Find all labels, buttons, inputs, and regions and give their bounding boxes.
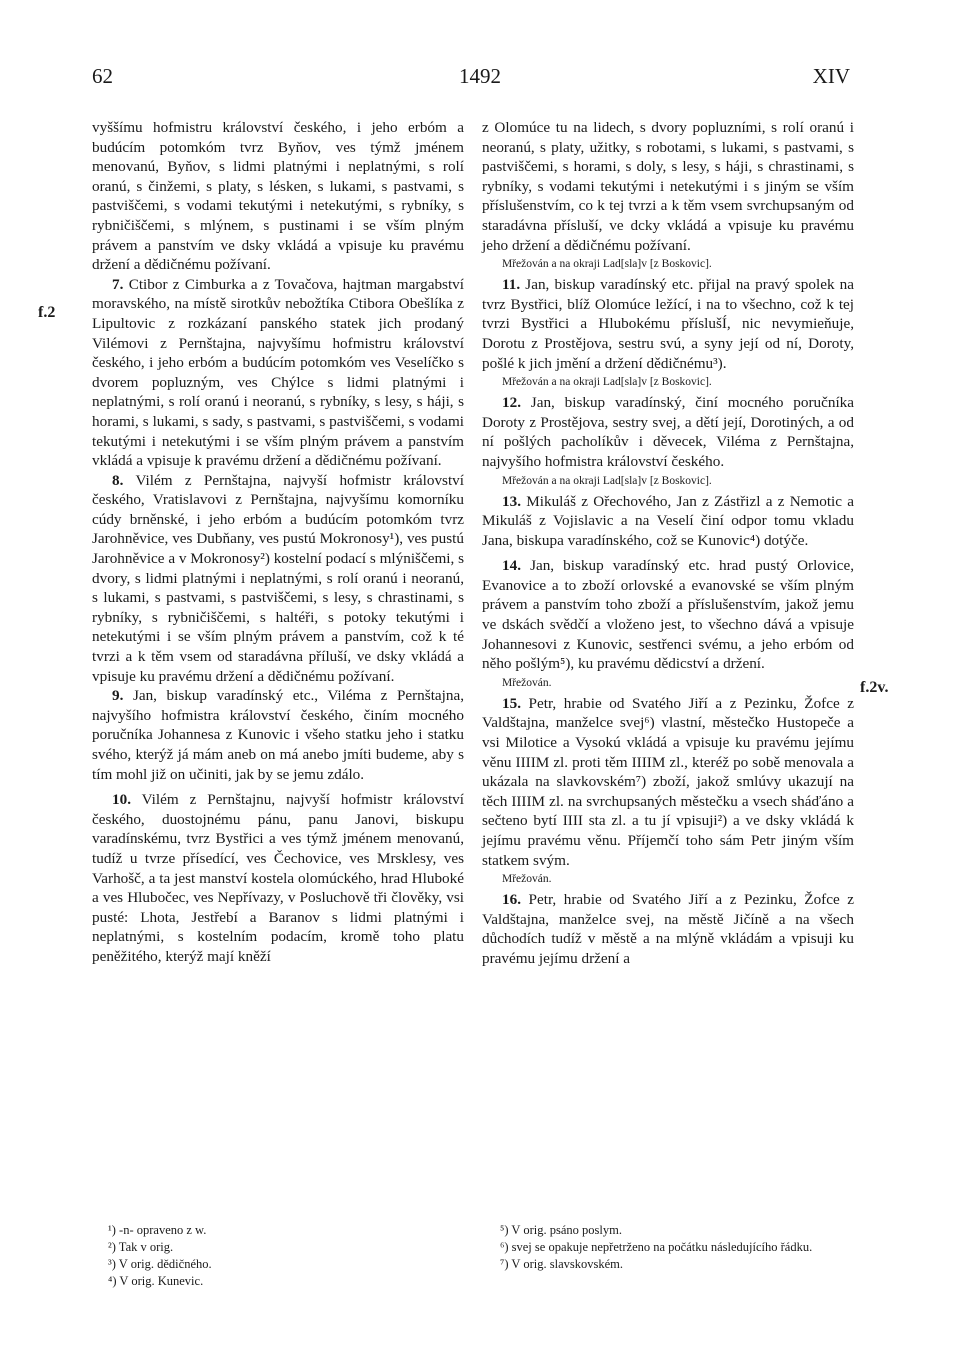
entry-number: 12. [502,394,521,412]
right-column [482,118,854,969]
entry-number: 15. [502,694,521,712]
entry-note [482,374,854,391]
entry-number: 10. [112,791,131,809]
entry-text: Ctibor z Cimburka a z Tovačova, hajtman margabství moravského, na místě sirotkův nebožtíka Ctibora Obešlíka z Lipultovic z rozkázaní panského statek jich prodaný Vilémovi z Pernštajna, najvyšímu hofmistru království českého, i jeho erbóm a budúcím potomkóm ves Veselíčko s dvorem popluzným, ves Chýlce s lidmi platnými i neplatnými, s rolí oranú i neoranú, s rybníky, s lesy, s háji, s horami, s lukami, s sady, s pastvami, s pastviščemi, s vodami tekutými i netekutými i se vším plným právem a panstvím vkládá a vpisuje k pravému držení a dědičnému požívaní. [92,275,464,470]
folio-mark-left: f.2 [38,304,56,321]
entry-text: Petr, hrabie od Svatého Jiří a z Pezinku, Žofce z Valdštajna, manželce svej⁶) vlastní, městečko Hustopeče a vsi Milotice a Vysokú vkládá a vpisuje ku pravému jejímu věnu IIIIM zl. proti těm IIIIM zl., kteréž po sobě menovala a ukázala na slavkovském⁷) zboží, jakož smlúvy ukazují na těch IIIIM zl. na svrchupsaných městečku a vsech sháďáno a sečteno bytí IIII sta zl. a tu jí vpisuji²) a ve dsky vkládá k jejímu pravému věnu. Příjemčí toho sám Petr jiným vším statkem svým. [482,694,855,869]
note-text: Mřežován. [502,676,552,689]
footnote: ⁵) V orig. psáno poslym. [500,1223,622,1237]
entry-text: Vilém z Pernštajna, najvyší hofmistr království českého, Vratislavovi z Pernštajna, najvyšímu komorníku cúdy brněnské, i jeho erbóm a budúcím potomkóm tvrz Jarohněvice, ves Dubňany, ves pustú Mokronosy¹), ves pustú Jarohněvice a v Mokronosy²) kostelní podací s mlýniščemi, s dvory, s lidmi platnými i neplatnými, s rolí oranú i neoranú, s lukami, s pastvami, s pastviščemi, s lesy, s chrastinami, s rybníky, s rybničiščemi, s haltéři, s potoky tekutými i netekutými i se vším plným právem a panstvím, což k té tvrzi a k těm vsem od staradávna příluší, ve dsky vkládá a vpisuje ku pravému držení a dědičnému požívaní. [92,471,464,685]
entry-number: 14. [502,557,521,575]
page-number: 62 [92,64,113,88]
entry-note [482,473,854,490]
entry-number: 7. [112,275,124,293]
footnote: ¹) -n- opraveno z w. [108,1223,207,1237]
entry-note [482,256,854,273]
entry-paragraph [482,492,854,551]
note-text: Mřežován a na okraji Lad[sla]v [z Boskovic]. [502,376,712,389]
footnote: ⁴) V orig. Kunevic. [108,1274,204,1288]
note-text: Mřežován a na okraji Lad[sla]v [z Boskovic]. [502,474,712,487]
entry-text: z Olomúce tu na lidech, s dvory popluzními, s rolí oranú i neoranú, s platy, užitky, s robotami, s lukami, s pastvami, s pastviščemi, s horami, s doly, s lesy, s háji, s chrastinami, s rybníky, s vodami tekutými i netekutými i s jiným se vším příslušenstvím, co k tej tvrzi a k těm vsem svrchupsaným od staradávna přísluší, ve dcky vkládá a vpisuje ku pravému jeho držení a dědičnému požívaní. [482,119,854,254]
entry-number: 16. [502,891,521,909]
entry-text: Vilém z Pernštajnu, najvyší hofmistr království českého, duostojnému pánu, panu Janovi, biskupu varadínskému, tvrz Bystřici a ves týmž jménem menovanú, tudíž u tvrze přísedící, ves Čechovice, ves Mrsklesy, ves Varhošč, a ta jest manství kostela olomúckého, hrad Hluboké a ves Hlubočec, ves Nepřívazy, v Posluchově tři člověky, vsi pusté: Lhota, Jestřebí a Baranov s lidmi platnými i neplatnými, s kostelním podacím, kromě toho platu peněžitého, kterýž mají kněží [92,791,464,965]
entry-text: Jan, biskup varadínský, činí mocného poručníka Doroty z Prostějova, sestry svej, a dětí její, Dorotiných, a od ní pošlých pacholíkův i děvecek, Viléma z Pernštajna, najvyšího hofmistra království českého. [482,394,854,470]
volume-number: XIV [812,64,850,88]
entry-paragraph [92,686,464,784]
entry-text: Jan, biskup varadínský etc., Viléma z Pernštajna, najvyšího hofmistra království českého, činím mocného poručníka Johannesa z Kunovic i všeho statku jeho i statku svého, kterýž já mám aneb on má anebo jmíti budeme, aby s tím mohl již on učiniti, jak by se jemu zdálo. [92,687,465,783]
left-column [92,118,464,967]
entry-paragraph [482,890,854,968]
entry-text: Mikuláš z Ořechového, Jan z Zástřizl a z Nemotic a Mikuláš z Vojislavic a na Veselí činí odpor tomu vkladu Jana, biskupa varadínského, což se Kunovic⁴) dotýče. [482,492,854,549]
entry-text: Petr, hrabie od Svatého Jiří a z Pezinku, Žofce z Valdštajna, manželce svej, na městě Jičíně a na všech důchodích tudíž v městě a na mlýně vkládám a vpisuji ku pravému jejímu držení a [482,891,855,967]
entry-note [482,675,854,692]
folio-mark-right: f.2v. [860,679,889,696]
entry-text: vyššímu hofmistru království českého, i jeho erbóm a budúcím potomkóm tvrz Byňov, ves týmž jménem menovanú, Byňov, s lidmi platnými i neplatnými, s rolí oranú, s činžemi, s platy, s lésken, s lukami, s pastvami, s pastviščemi, s vodami tekutými i netekutými, s rybníky, s rybničiščemi, s mlýnem, s pustinami i se vším plným právem a panstvím ve dsky vkládá a vpisuje ku pravému držení a dědičnému požívaní. [92,119,464,274]
entry-text: Jan, biskup varadínský etc. hrad pustý Orlovice, Evanovice a to zboží orlovské a evanovské se vším plným právem a panstvím toho zboží a příslušenstvím, jakož jemu ve dskách svědčí a vloženo jest, to všechno dává a vpisuje Johannesovi z Kunovic, sestřenci svému, a jeho erbóm od něho pošlým⁵), ku pravému dědicství a držení. [482,557,855,673]
footnote: ⁶) svej se opakuje nepřetrženo na počátku následujícího řádku. [500,1240,813,1254]
entry-text: Jan, biskup varadínský etc. přijal na pravý spolek na tvrz Bystřici, blíž Olomúce ležící, i na to všechno, což k tej tvrzi Bystřici a Hlubokému příslušÍ, nic nevymieňuje, Dorotu z Prostějova, sestru svú, a syny její od ní, Doroty, pošlé k jich jmění a držení dědičnému³). [482,276,855,372]
entry-number: 13. [502,492,521,510]
entry-paragraph [92,275,464,471]
note-text: Mřežován a na okraji Lad[sla]v [z Boskovic]. [502,258,712,271]
footnote: ³) V orig. dědičného. [108,1257,212,1271]
entry-paragraph [482,393,854,471]
note-text: Mřežován. [502,873,552,886]
running-year: 1492 [459,64,501,88]
entry-number: 9. [112,687,124,705]
entry-note [482,871,854,888]
entry-paragraph [92,790,464,966]
footnotes-right [500,1222,872,1273]
entry-paragraph [482,694,854,870]
entry-number: 8. [112,471,124,489]
entry-paragraph [482,556,854,674]
continued-paragraph [482,118,854,255]
entry-paragraph [92,471,464,687]
footnote: ⁷) V orig. slavskovském. [500,1257,623,1271]
footnote: ²) Tak v orig. [108,1240,174,1254]
entry-number: 11. [502,276,521,294]
footnotes-left [108,1222,480,1290]
continued-paragraph [92,118,464,275]
entry-paragraph [482,275,854,373]
